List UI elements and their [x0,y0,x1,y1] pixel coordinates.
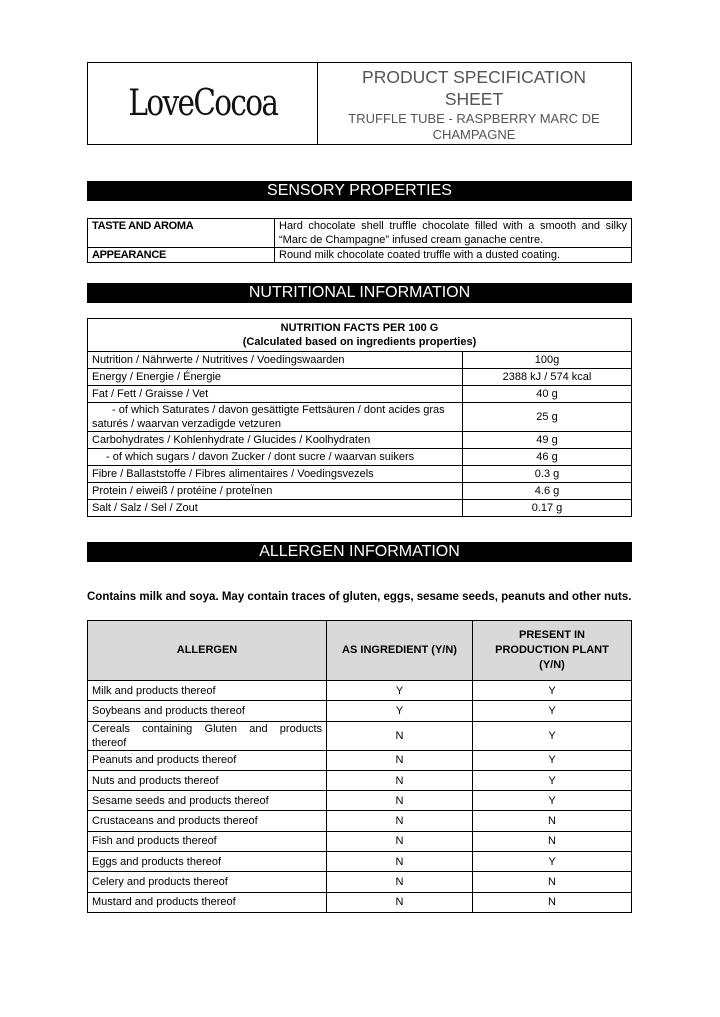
nutrient-value: 4.6 g [463,483,632,500]
allergen-as-ingredient: N [327,852,473,872]
table-row [88,219,632,248]
nutrition-table [87,318,632,517]
table-row [88,466,632,483]
allergen-name: Peanuts and products thereof [88,750,327,770]
nutrition-section-heading: NUTRITIONAL INFORMATION [87,283,632,303]
allergen-in-plant: Y [473,750,632,770]
table-row [88,352,632,369]
allergen-in-plant: N [473,811,632,831]
allergen-in-plant: N [473,831,632,851]
sensory-label: APPEARANCE [88,248,275,263]
allergen-in-plant: Y [473,681,632,701]
allergen-name: Sesame seeds and products thereof [88,791,327,811]
table-row [88,449,632,466]
allergen-as-ingredient: N [327,831,473,851]
nutrient-label: - of which Saturates / davon gesättigte Fettsäuren / dont acides gras saturés / waarvan verzadigde vetzuren [88,403,463,432]
table-row [88,721,632,750]
table-row [88,403,632,432]
table-row [88,369,632,386]
nutrient-value: 0.17 g [463,500,632,517]
table-row [88,681,632,701]
nutrient-value: 40 g [463,386,632,403]
column-header-production-plant: PRESENT IN PRODUCTION PLANT (Y/N) [473,621,632,681]
allergen-name: Eggs and products thereof [88,852,327,872]
nutrient-label: Carbohydrates / Kohlenhydrate / Glucides / Koolhydraten [88,432,463,449]
sensory-section-heading: SENSORY PROPERTIES [87,181,632,201]
allergen-as-ingredient: Y [327,681,473,701]
product-name: TRUFFLE TUBE - RASPBERRY MARC DE CHAMPAGNE [348,111,600,142]
allergen-in-plant: Y [473,770,632,790]
table-row [88,852,632,872]
nutrient-label: Salt / Salz / Sel / Zout [88,500,463,517]
allergen-as-ingredient: N [327,750,473,770]
sensory-value: Round milk chocolate coated truffle with a dusted coating. [275,248,632,263]
nutrient-value: 2388 kJ / 574 kcal [463,369,632,386]
table-row [88,701,632,721]
allergen-as-ingredient: N [327,721,473,750]
document-title: PRODUCT SPECIFICATION SHEET [362,67,586,109]
table-row [88,248,632,263]
allergen-in-plant: Y [473,852,632,872]
allergen-as-ingredient: N [327,791,473,811]
allergen-as-ingredient: N [327,872,473,892]
table-row [88,791,632,811]
nutrition-table-heading [88,319,632,352]
table-row [88,892,632,912]
table-row [88,770,632,790]
allergen-as-ingredient: Y [327,701,473,721]
table-header-row [88,621,632,681]
sensory-value: Hard chocolate shell truffle chocolate filled with a smooth and silky “Marc de Champagne” infused cream ganache centre. [275,219,632,248]
nutrition-table-title: NUTRITION FACTS PER 100 G [280,322,439,334]
allergen-name: Celery and products thereof [88,872,327,892]
table-row [88,432,632,449]
column-header-as-ingredient: AS INGREDIENT (Y/N) [327,621,473,681]
nutrient-label: - of which sugars / davon Zucker / dont sucre / waarvan suikers [88,449,463,466]
allergen-name: Crustaceans and products thereof [88,811,327,831]
allergen-name: Cereals containing Gluten and products thereof [88,721,327,750]
nutrient-label: Energy / Energie / Énergie [88,369,463,386]
allergen-name: Nuts and products thereof [88,770,327,790]
allergen-section-heading: ALLERGEN INFORMATION [87,542,632,562]
nutrient-value: 0.3 g [463,466,632,483]
allergen-name: Fish and products thereof [88,831,327,851]
sensory-table [87,218,632,263]
table-row [88,831,632,851]
table-row [88,872,632,892]
logo-cell [88,63,318,144]
allergen-in-plant: N [473,872,632,892]
document-header [87,62,632,145]
nutrient-value: 25 g [463,403,632,432]
nutrient-value: 49 g [463,432,632,449]
table-row [88,500,632,517]
allergen-name: Soybeans and products thereof [88,701,327,721]
nutrient-value: 46 g [463,449,632,466]
table-row [88,811,632,831]
table-row [88,386,632,403]
allergen-as-ingredient: N [327,811,473,831]
allergen-in-plant: Y [473,721,632,750]
allergen-table [87,620,632,913]
allergen-in-plant: Y [473,701,632,721]
sensory-label: TASTE AND AROMA [88,219,275,248]
nutrient-label: Nutrition / Nährwerte / Nutritives / Voedingswaarden [88,352,463,369]
allergen-statement: Contains milk and soya. May contain traces of gluten, eggs, sesame seeds, peanuts and other nuts. [87,591,632,603]
nutrient-label: Protein / eiweiß / protéine / proteÏnen [88,483,463,500]
allergen-in-plant: N [473,892,632,912]
nutrient-label: Fibre / Ballaststoffe / Fibres alimentaires / Voedingsvezels [88,466,463,483]
brand-logo: LoveCocoa [127,83,278,124]
table-row [88,750,632,770]
nutrient-label: Fat / Fett / Graisse / Vet [88,386,463,403]
allergen-name: Milk and products thereof [88,681,327,701]
allergen-name: Mustard and products thereof [88,892,327,912]
table-header-row [88,319,632,352]
allergen-as-ingredient: N [327,770,473,790]
nutrient-value: 100g [463,352,632,369]
allergen-in-plant: Y [473,791,632,811]
nutrition-table-subtitle: (Calculated based on ingredients properties) [242,336,477,348]
title-cell [317,63,631,144]
column-header-allergen: ALLERGEN [88,621,327,681]
allergen-as-ingredient: N [327,892,473,912]
table-row [88,483,632,500]
